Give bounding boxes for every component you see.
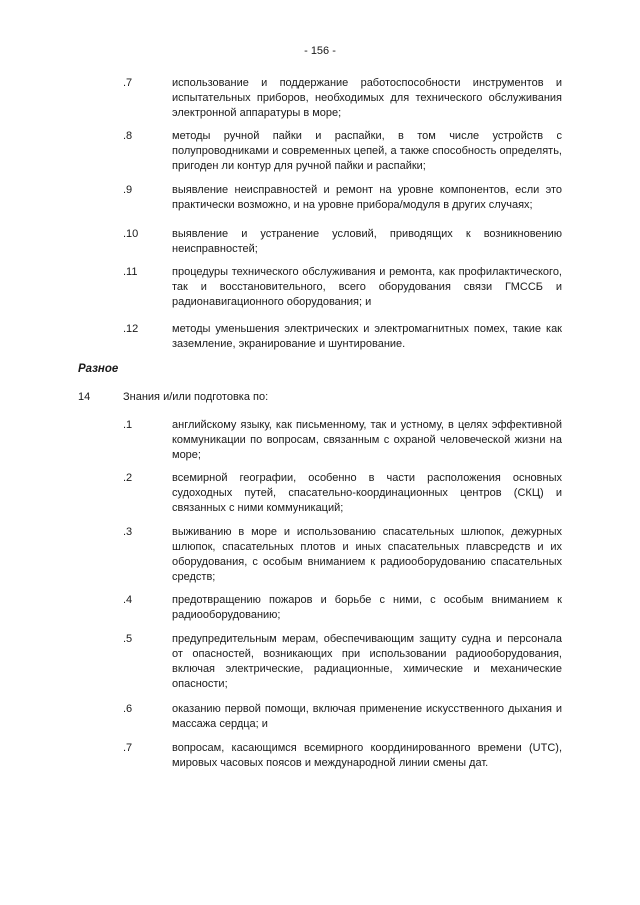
item-number: .3 xyxy=(123,526,133,538)
item-number: .8 xyxy=(123,130,133,142)
item-number: .10 xyxy=(123,228,139,240)
item-text: использование и поддержание работоспособности инструментов и испытательных приборов, необходимых для технического обслуживания электронной аппаратуры в море; xyxy=(172,77,562,119)
item-text: вопросам, касающимся всемирного координированного времени (UTC), мировых часовых поясов и международной линии смены дат. xyxy=(172,742,562,769)
item-number: .6 xyxy=(123,703,133,715)
item-number: .7 xyxy=(123,77,133,89)
item-number: .7 xyxy=(123,742,133,754)
item-text: выявление и устранение условий, приводящих к возникновению неисправностей; xyxy=(172,228,562,255)
item-number: .2 xyxy=(123,472,133,484)
item-text: английскому языку, как письменному, так и устному, в целях эффективной коммуникации по вопросам, связанным с охраной человеческой жизни на море; xyxy=(172,419,562,461)
item-text: предупредительным мерам, обеспечивающим защиту судна и персонала от опасностей, возникающих при использовании радиооборудования, включая электрические, радиационные, химические и механические опасности; xyxy=(172,633,562,690)
paragraph-number: 14 xyxy=(78,391,91,403)
item-number: .12 xyxy=(123,323,139,335)
item-number: .9 xyxy=(123,184,133,196)
item-text: предотвращению пожаров и борьбе с ними, с особым вниманием к радиооборудованию; xyxy=(172,594,562,621)
item-text: методы ручной пайки и распайки, в том числе устройств с полупроводниками и современных цепей, а также способность определять, пригоден ли контур для ручной пайки и распайки; xyxy=(172,130,562,172)
paragraph-text: Знания и/или подготовка по: xyxy=(123,391,269,403)
section-heading: Разное xyxy=(78,363,119,375)
item-number: .1 xyxy=(123,419,133,431)
page-number: - 156 - xyxy=(304,45,336,57)
item-number: .4 xyxy=(123,594,133,606)
item-text: методы уменьшения электрических и электромагнитных помех, такие как заземление, экранирование и шунтирование. xyxy=(172,323,562,350)
item-text: оказанию первой помощи, включая применение искусственного дыхания и массажа сердца; и xyxy=(172,703,562,730)
item-text: всемирной географии, особенно в части расположения основных судоходных путей, спасательно-координационных центров (СКЦ) и связанных с ними коммуникаций; xyxy=(172,472,562,514)
item-number: .5 xyxy=(123,633,133,645)
item-text: выявление неисправностей и ремонт на уровне компонентов, если это практически возможно, и на уровне прибора/модуля в других случаях; xyxy=(172,184,562,211)
item-text: выживанию в море и использованию спасательных шлюпок, дежурных шлюпок, спасательных плотов и иных спасательных плавсредств и их оборудования, с особым вниманием к радиооборудованию спасательных средств; xyxy=(172,526,562,583)
item-number: .11 xyxy=(123,266,138,278)
item-text: процедуры технического обслуживания и ремонта, как профилактического, так и восстановительного, всего оборудования связи ГМССБ и радионавигационного оборудования; и xyxy=(172,266,562,308)
